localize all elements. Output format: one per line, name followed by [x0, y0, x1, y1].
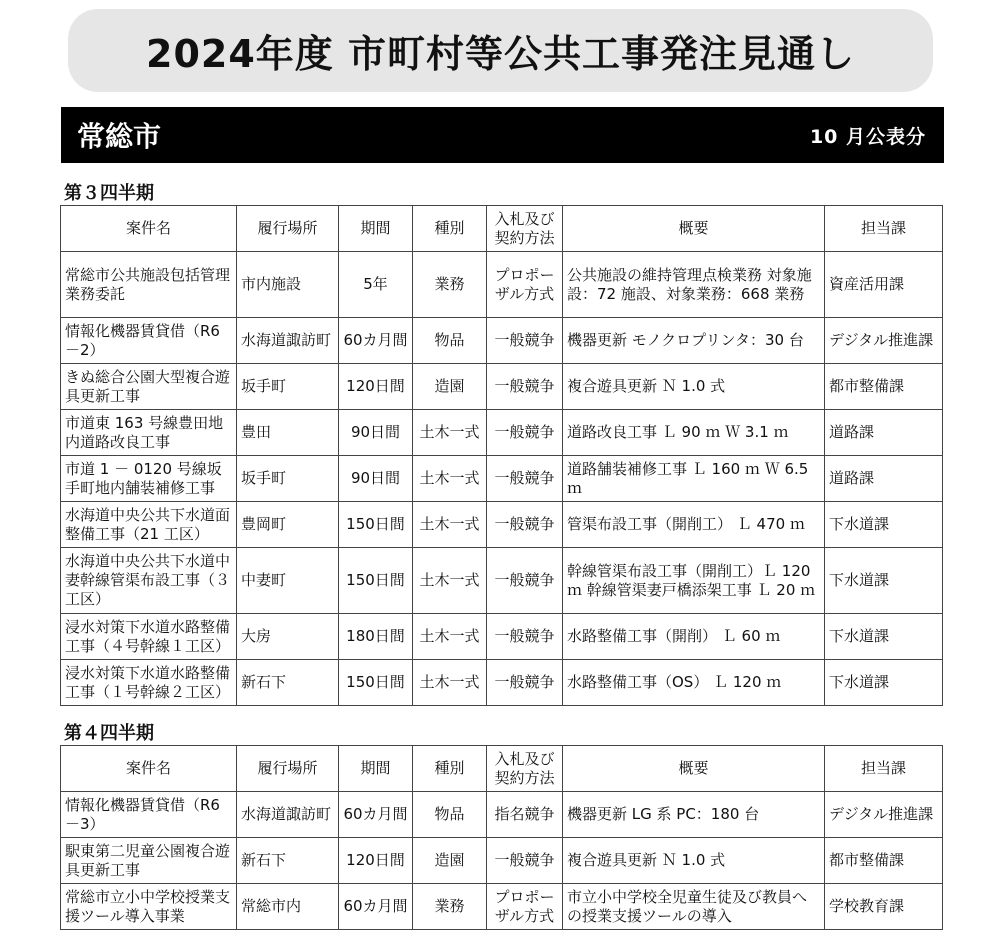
project-name: 水海道中央公共下水道中妻幹線管渠布設工事（３工区） [61, 548, 237, 614]
project-method: 一般競争 [487, 364, 563, 410]
project-summary: 管渠布設工事（開削工） Ｌ 470 ｍ [563, 502, 825, 548]
project-place: 水海道諏訪町 [237, 318, 339, 364]
project-name: 常総市公共施設包括管理業務委託 [61, 252, 237, 318]
project-place: 市内施設 [237, 252, 339, 318]
city-header-bar [61, 107, 944, 163]
project-method: 一般競争 [487, 614, 563, 660]
table-header-row [61, 206, 943, 252]
project-method: 一般競争 [487, 318, 563, 364]
project-type: 土木一式 [413, 410, 487, 456]
project-period: 150日間 [339, 502, 413, 548]
table-row [61, 410, 943, 456]
page-title: 2024年度 市町村等公共工事発注見通し [146, 32, 855, 76]
column-header-dept: 担当課 [825, 746, 943, 792]
project-dept: 下水道課 [825, 502, 943, 548]
project-name: 常総市立小中学校授業支援ツール導入事業 [61, 884, 237, 930]
project-method: 一般競争 [487, 548, 563, 614]
project-name: 駅東第二児童公園複合遊具更新工事 [61, 838, 237, 884]
table-row [61, 884, 943, 930]
announcement-label: 10 月公表分 [809, 125, 926, 148]
project-period: 60カ月間 [339, 318, 413, 364]
column-header-type: 種別 [413, 746, 487, 792]
project-place: 水海道諏訪町 [237, 792, 339, 838]
column-header-name: 案件名 [61, 206, 237, 252]
project-summary: 水路整備工事（OS） Ｌ 120 ｍ [563, 660, 825, 706]
project-method: 指名競争 [487, 792, 563, 838]
city-name: 常総市 [77, 120, 162, 153]
project-place: 中妻町 [237, 548, 339, 614]
title-banner [68, 9, 933, 92]
project-place: 常総市内 [237, 884, 339, 930]
project-type: 土木一式 [413, 660, 487, 706]
table-row [61, 318, 943, 364]
project-type: 物品 [413, 318, 487, 364]
project-summary: 市立小中学校全児童生徒及び教員への授業支援ツールの導入 [563, 884, 825, 930]
project-summary: 機器更新 モノクロプリンタ：30 台 [563, 318, 825, 364]
quarter-4-heading: 第４四半期 [64, 723, 154, 744]
project-type: 業務 [413, 252, 487, 318]
column-header-method: 入札及び契約方法 [487, 746, 563, 792]
table-header-row [61, 746, 943, 792]
project-method: 一般競争 [487, 502, 563, 548]
column-header-period: 期間 [339, 746, 413, 792]
project-type: 土木一式 [413, 614, 487, 660]
project-name: 市道東 163 号線豊田地内道路改良工事 [61, 410, 237, 456]
project-period: 60カ月間 [339, 792, 413, 838]
project-type: 業務 [413, 884, 487, 930]
project-name: きぬ総合公園大型複合遊具更新工事 [61, 364, 237, 410]
project-summary: 道路改良工事 Ｌ 90 ｍ Ｗ 3.1 ｍ [563, 410, 825, 456]
project-dept: 学校教育課 [825, 884, 943, 930]
table-row [61, 456, 943, 502]
project-dept: 都市整備課 [825, 364, 943, 410]
project-summary: 公共施設の維持管理点検業務 対象施設：72 施設、対象業務：668 業務 [563, 252, 825, 318]
column-header-type: 種別 [413, 206, 487, 252]
project-period: 150日間 [339, 660, 413, 706]
column-header-method: 入札及び契約方法 [487, 206, 563, 252]
project-summary: 道路舗装補修工事 Ｌ 160 ｍ Ｗ 6.5 ｍ [563, 456, 825, 502]
project-name: 市道 1 － 0120 号線坂手町地内舗装補修工事 [61, 456, 237, 502]
project-type: 土木一式 [413, 456, 487, 502]
column-header-summary: 概要 [563, 746, 825, 792]
project-dept: 下水道課 [825, 660, 943, 706]
project-method: 一般競争 [487, 838, 563, 884]
project-dept: 道路課 [825, 410, 943, 456]
project-dept: 下水道課 [825, 548, 943, 614]
table-row [61, 838, 943, 884]
table-row [61, 252, 943, 318]
project-summary: 水路整備工事（開削） Ｌ 60 ｍ [563, 614, 825, 660]
project-type: 土木一式 [413, 548, 487, 614]
project-dept: デジタル推進課 [825, 318, 943, 364]
table-row [61, 364, 943, 410]
table-row [61, 660, 943, 706]
project-method: 一般競争 [487, 410, 563, 456]
table-row [61, 614, 943, 660]
project-summary: 機器更新 LG 系 PC：180 台 [563, 792, 825, 838]
quarter-4-table [60, 745, 943, 930]
project-name: 水海道中央公共下水道面整備工事（21 工区） [61, 502, 237, 548]
project-place: 大房 [237, 614, 339, 660]
project-period: 180日間 [339, 614, 413, 660]
project-dept: デジタル推進課 [825, 792, 943, 838]
project-dept: 資産活用課 [825, 252, 943, 318]
project-period: 120日間 [339, 364, 413, 410]
project-method: 一般競争 [487, 660, 563, 706]
project-place: 坂手町 [237, 456, 339, 502]
project-type: 物品 [413, 792, 487, 838]
project-summary: 幹線管渠布設工事（開削工）Ｌ 120ｍ 幹線管渠妻戸橋添架工事 Ｌ 20 ｍ [563, 548, 825, 614]
project-dept: 下水道課 [825, 614, 943, 660]
column-header-place: 履行場所 [237, 206, 339, 252]
project-place: 豊岡町 [237, 502, 339, 548]
project-dept: 道路課 [825, 456, 943, 502]
project-method: 一般競争 [487, 456, 563, 502]
column-header-dept: 担当課 [825, 206, 943, 252]
project-name: 情報化機器賃貸借（R6－2） [61, 318, 237, 364]
project-name: 情報化機器賃貸借（R6－3） [61, 792, 237, 838]
project-type: 造園 [413, 364, 487, 410]
project-method: プロポーザル方式 [487, 252, 563, 318]
project-period: 150日間 [339, 548, 413, 614]
column-header-name: 案件名 [61, 746, 237, 792]
quarter-3-heading: 第３四半期 [64, 183, 154, 204]
project-period: 60カ月間 [339, 884, 413, 930]
table-row [61, 502, 943, 548]
project-period: 90日間 [339, 410, 413, 456]
quarter-3-table [60, 205, 943, 706]
project-type: 造園 [413, 838, 487, 884]
project-place: 新石下 [237, 838, 339, 884]
project-place: 坂手町 [237, 364, 339, 410]
column-header-period: 期間 [339, 206, 413, 252]
project-dept: 都市整備課 [825, 838, 943, 884]
project-period: 120日間 [339, 838, 413, 884]
column-header-summary: 概要 [563, 206, 825, 252]
table-row [61, 792, 943, 838]
project-place: 新石下 [237, 660, 339, 706]
project-period: 90日間 [339, 456, 413, 502]
project-period: 5年 [339, 252, 413, 318]
project-method: プロポーザル方式 [487, 884, 563, 930]
project-summary: 複合遊具更新 Ｎ 1.0 式 [563, 838, 825, 884]
project-name: 浸水対策下水道水路整備工事（１号幹線２工区） [61, 660, 237, 706]
column-header-place: 履行場所 [237, 746, 339, 792]
project-type: 土木一式 [413, 502, 487, 548]
project-place: 豊田 [237, 410, 339, 456]
project-name: 浸水対策下水道水路整備工事（４号幹線１工区） [61, 614, 237, 660]
table-row [61, 548, 943, 614]
project-summary: 複合遊具更新 Ｎ 1.0 式 [563, 364, 825, 410]
